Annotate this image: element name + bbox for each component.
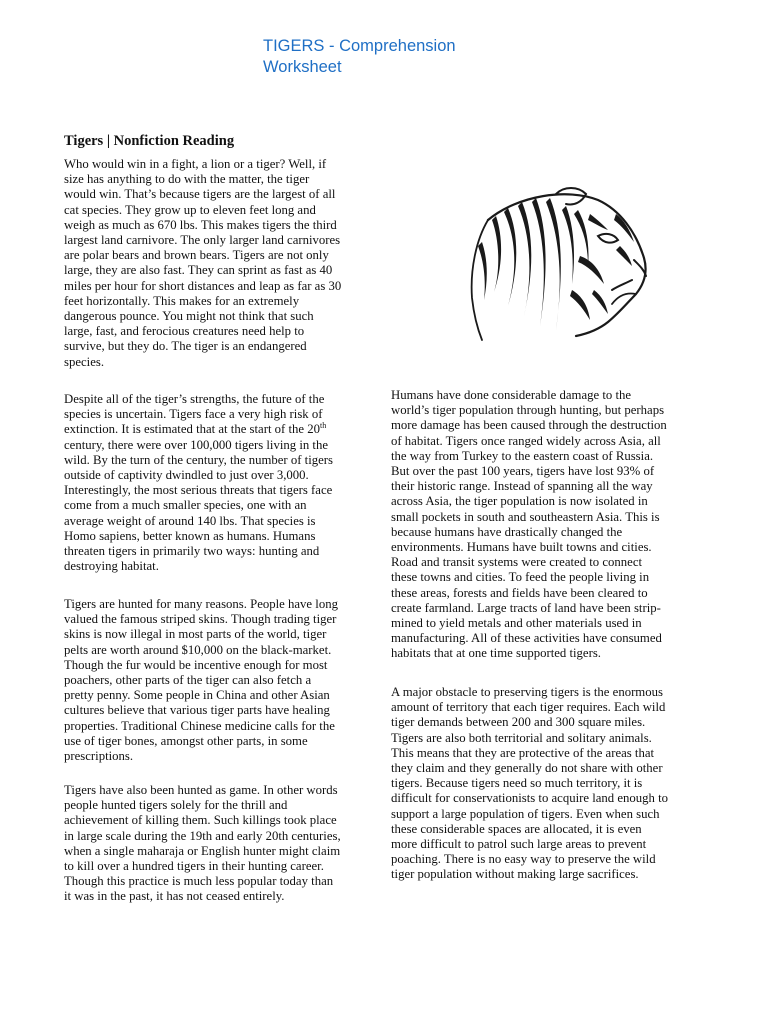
text-line: poachers, other parts of the tiger can also fetch a (64, 673, 312, 688)
text-line: mined to yield metals and other materials used in (391, 616, 642, 631)
text-line: the way from Turkey to the eastern coast of Russia. (391, 448, 654, 463)
text-line: because humans have drastically changed the (391, 524, 623, 539)
text-line: Road and transit systems were created to connect (391, 555, 643, 570)
text-line: more difficult to patrol such large areas to prevent (391, 837, 647, 852)
text-line: dangerous pounce. You might not think that such (64, 309, 314, 324)
text-line: in large scale during the 19th and early 20th centuries, (64, 828, 341, 843)
text-line: tiger demands between 200 and 300 square miles. (391, 715, 646, 730)
text-line: species is uncertain. Tigers face a very high risk of (64, 407, 323, 422)
text-line: Though the fur would be incentive enough for most (64, 657, 328, 672)
text-line: are polar bears and brown bears. Tigers are not only (64, 248, 329, 263)
text-line: species. (64, 354, 105, 369)
text-line: Homo sapiens, better known as humans. Humans (64, 528, 316, 543)
text-line: pelts are worth around $10,000 on the black-market. (64, 642, 332, 657)
text-line: threaten tigers in primarily two ways: hunting and (64, 544, 320, 559)
section-heading: Tigers | Nonfiction Reading (64, 133, 235, 149)
text-line: of habitat. Tigers once ranged widely across Asia, all (391, 433, 661, 448)
text-line: Tigers have also been hunted as game. In other words (64, 783, 338, 797)
text-line: world’s tiger population through hunting, but perhaps (391, 403, 665, 418)
text-line: miles per hour for short distances and leap as far as 30 (64, 278, 342, 293)
text-line: Tigers are hunted for many reasons. People have long (64, 597, 338, 611)
text-line: poaching. There is no easy way to preserve the wild (391, 852, 656, 867)
paragraph-5 (391, 388, 667, 662)
text-line: tiger population without making large sacrifices. (391, 867, 639, 882)
tiger-head-icon (448, 180, 658, 342)
text-line: wild. By the turn of the century, the number of tigers (64, 452, 333, 467)
text-line: habitats that at one time supported tigers. (391, 646, 601, 661)
text-line: they claim and they generally do not share with other (391, 761, 663, 776)
text-line: more damage has been caused through the destruction (391, 418, 667, 433)
text-fragment: extinction. It is estimated that at the start of the 20 (64, 422, 320, 437)
text-line: use of tiger bones, amongst other parts, in some (64, 733, 308, 748)
text-line: to kill over a hundred tigers in their hunting career. (64, 859, 324, 874)
text-line: difficult for conservationists to acquire land enough to (391, 791, 669, 806)
text-line: support a large population of tigers. Even when such (391, 806, 660, 821)
text-line: But over the past 100 years, tigers have lost 93% of (391, 464, 655, 479)
text-line: outside of captivity dwindled to just over 3,000. (64, 468, 309, 483)
text-line: weigh as much as 670 lbs. This makes tigers the third (64, 217, 337, 232)
text-line: size has anything to do with the matter, the tiger (64, 172, 310, 187)
text-line: valued the famous striped skins. Though trading tiger (64, 612, 337, 627)
text-line: small pockets in south and southeastern Asia. This is (391, 509, 660, 524)
text-line: large, fast, and ferocious creatures need help to (64, 324, 305, 339)
text-line: Tigers are also both territorial and solitary animals. (391, 730, 652, 745)
text-line: Though this practice is much less popular today than (64, 874, 334, 889)
text-line: cultures believe that various tiger parts have healing (64, 703, 330, 718)
text-line: come from a much smaller species, one with an (64, 498, 307, 513)
paragraph-3 (64, 597, 338, 764)
text-line: Interestingly, the most serious threats that tigers face (64, 483, 333, 498)
text-line: century, there were over 100,000 tigers living in the (64, 437, 329, 452)
text-line: properties. Traditional Chinese medicine calls for the (64, 718, 335, 733)
text-line: destroying habitat. (64, 559, 159, 574)
text-line: average weight of around 140 lbs. That species is (64, 513, 316, 528)
text-line: This means that they are protective of the areas that (391, 745, 655, 760)
text-line: tigers. Because tigers need so much territory, it is (391, 776, 643, 791)
text-line: cat species. They grow up to eleven feet long and (64, 202, 316, 217)
text-line (64, 422, 333, 437)
text-line: pretty penny. Some people in China and other Asian (64, 688, 330, 703)
text-line: feet horizontally. This makes for an extremely (64, 293, 300, 308)
text-line: across Asia, the tiger population is now isolated in (391, 494, 648, 509)
paragraph-1 (64, 157, 341, 370)
text-line: largest land carnivore. The only larger land carnivores (64, 233, 341, 248)
text-line: prescriptions. (64, 749, 134, 764)
text-line: survive, but they do. The tiger is an endangered (64, 339, 307, 354)
text-line: Humans have done considerable damage to the (391, 388, 632, 402)
text-line: these areas, forests and fields have been cleared to (391, 585, 648, 600)
text-line: Despite all of the tiger’s strengths, the future of the (64, 392, 325, 406)
paragraph-6 (391, 685, 668, 883)
text-line: would win. That’s because tigers are the largest of all (64, 187, 336, 202)
text-line: create farmland. Large tracts of land have been strip- (391, 600, 661, 615)
text-line: it was in the past, it has not ceased entirely. (64, 889, 285, 904)
text-line: manufacturing. All of these activities have consumed (391, 631, 662, 646)
paragraph-4 (64, 783, 341, 905)
paragraph-2 (64, 392, 333, 574)
text-line: their historic range. Instead of spanning all the way (391, 479, 653, 494)
text-line: skins is now illegal in most parts of the world, tiger (64, 627, 327, 642)
text-line: when a single maharaja or English hunter might claim (64, 843, 341, 858)
superscript: th (320, 421, 327, 431)
text-line: these considerable spaces are allocated, it is even (391, 821, 642, 836)
text-line: people hunted tigers solely for the thrill and (64, 798, 288, 813)
text-line: large, they are also fast. They can sprint as fast as 40 (64, 263, 333, 278)
title-line-2: Worksheet (263, 58, 342, 76)
text-line: these towns and cities. To feed the people living in (391, 570, 650, 585)
worksheet-title (263, 36, 563, 78)
text-line: achievement of killing them. Such killings took place (64, 813, 337, 828)
text-line: Who would win in a fight, a lion or a tiger? Well, if (64, 157, 327, 171)
text-line: A major obstacle to preserving tigers is the enormous (391, 685, 663, 699)
title-line-1: TIGERS - Comprehension (263, 37, 456, 55)
text-line: amount of territory that each tiger requires. Each wild (391, 700, 666, 715)
text-line: environments. Humans have built towns and cities. (391, 540, 652, 555)
